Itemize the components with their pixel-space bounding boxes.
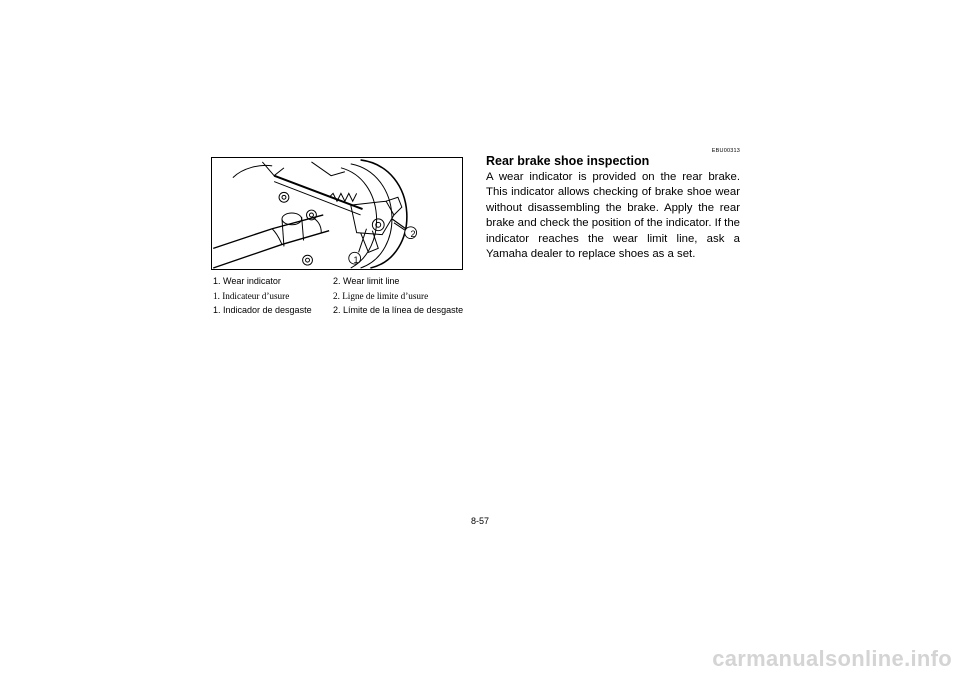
section-heading: Rear brake shoe inspection [486,154,650,168]
caption-french-item-1: 1. Indicateur d’usure [213,291,290,301]
page-number: 8-57 [470,516,489,526]
caption-spanish-item-1: 1. Indicador de desgaste [213,305,312,315]
caption-english-item-1: 1. Wear indicator [213,276,281,286]
callout-1: 1 [353,255,359,265]
brake-illustration [211,157,463,270]
section-code: EBU00313 [711,148,740,154]
callout-2: 2 [410,229,416,239]
caption-spanish-item-2: 2. Límite de la línea de desgaste [333,305,464,315]
brake-drawing [212,158,462,269]
section-body: A wear indicator is provided on the rear brake. This indicator allows checking of brake shoe wear without disassembling the brake. Apply the rear brake and check the position of the indicator. If the indicator reaches the wear limit line, ask a Yamaha dealer to replace shoes as a set. [486,171,740,261]
watermark-link[interactable]: carmanualsonline.info [712,646,952,671]
caption-english-item-2: 2. Wear limit line [333,276,400,286]
caption-french-item-2: 2. Ligne de limite d’usure [333,291,429,301]
